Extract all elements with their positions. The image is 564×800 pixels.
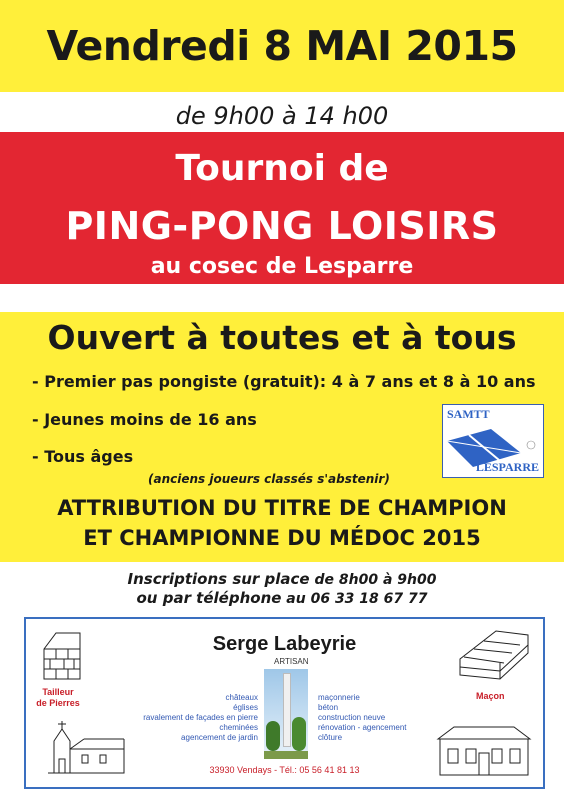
logo-text-bottom: LESPARRE bbox=[475, 460, 539, 474]
service-item: clôture bbox=[318, 733, 343, 742]
logo-text-top: SAMTT bbox=[447, 407, 490, 421]
category-item: - Tous âges bbox=[32, 447, 134, 466]
categories-note: (anciens joueurs classés s'abstenir) bbox=[148, 472, 390, 486]
stone-wall-icon bbox=[36, 627, 86, 681]
ground bbox=[264, 751, 308, 759]
sponsor-subtitle: ARTISAN bbox=[274, 657, 309, 666]
service-item: béton bbox=[318, 703, 339, 712]
sponsor-name: Serge Labeyrie bbox=[212, 633, 357, 655]
phone-label: ou par téléphone bbox=[136, 589, 282, 607]
services-left bbox=[122, 693, 258, 743]
registration-label: Inscriptions sur place bbox=[127, 570, 310, 588]
event-title-line2: PING-PONG LOISIRS bbox=[65, 204, 499, 248]
stonemason-label bbox=[28, 687, 88, 709]
service-item: construction neuve bbox=[318, 713, 386, 722]
stonemason-label-line: de Pierres bbox=[36, 698, 80, 708]
event-venue: au cosec de Lesparre bbox=[150, 254, 414, 279]
event-hours: de 9h00 à 14 h00 bbox=[175, 102, 389, 130]
award-line2: ET CHAMPIONNE DU MÉDOC 2015 bbox=[83, 526, 481, 550]
service-item: châteaux bbox=[225, 693, 258, 702]
mason-label: Maçon bbox=[476, 691, 505, 701]
sponsor-ad bbox=[24, 617, 545, 789]
brick-wall-icon bbox=[456, 629, 532, 681]
event-title-line1: Tournoi de bbox=[175, 148, 389, 189]
event-date: Vendredi 8 MAI 2015 bbox=[46, 22, 518, 70]
registration-time: de 8h00 à 9h00 bbox=[309, 572, 437, 588]
service-item: cheminées bbox=[219, 723, 258, 732]
monument-column bbox=[283, 673, 291, 747]
categories-heading: Ouvert à toutes et à tous bbox=[47, 318, 517, 357]
phone-number: au 06 33 18 67 77 bbox=[281, 591, 428, 607]
service-item: agencement de jardin bbox=[181, 733, 258, 742]
registration-line1 bbox=[0, 570, 564, 588]
award-line1: ATTRIBUTION DU TITRE DE CHAMPION bbox=[57, 496, 507, 520]
tree-shape bbox=[292, 717, 306, 751]
services-right bbox=[318, 693, 438, 743]
club-logo bbox=[442, 404, 544, 478]
service-item: ravalement de façades en pierre bbox=[143, 713, 258, 722]
stonemason-label-line: Tailleur bbox=[42, 687, 74, 697]
service-item: rénovation - agencement bbox=[318, 723, 407, 732]
service-item: églises bbox=[233, 703, 258, 712]
category-item: - Jeunes moins de 16 ans bbox=[32, 410, 257, 429]
service-item: maçonnerie bbox=[318, 693, 360, 702]
category-item: - Premier pas pongiste (gratuit): 4 à 7 ans et 8 à 10 ans bbox=[32, 372, 536, 391]
tree-shape bbox=[266, 721, 280, 751]
monument-image bbox=[264, 669, 308, 759]
sponsor-address: 33930 Vendays - Tél.: 05 56 41 81 13 bbox=[209, 765, 360, 775]
registration-line2 bbox=[0, 589, 564, 607]
